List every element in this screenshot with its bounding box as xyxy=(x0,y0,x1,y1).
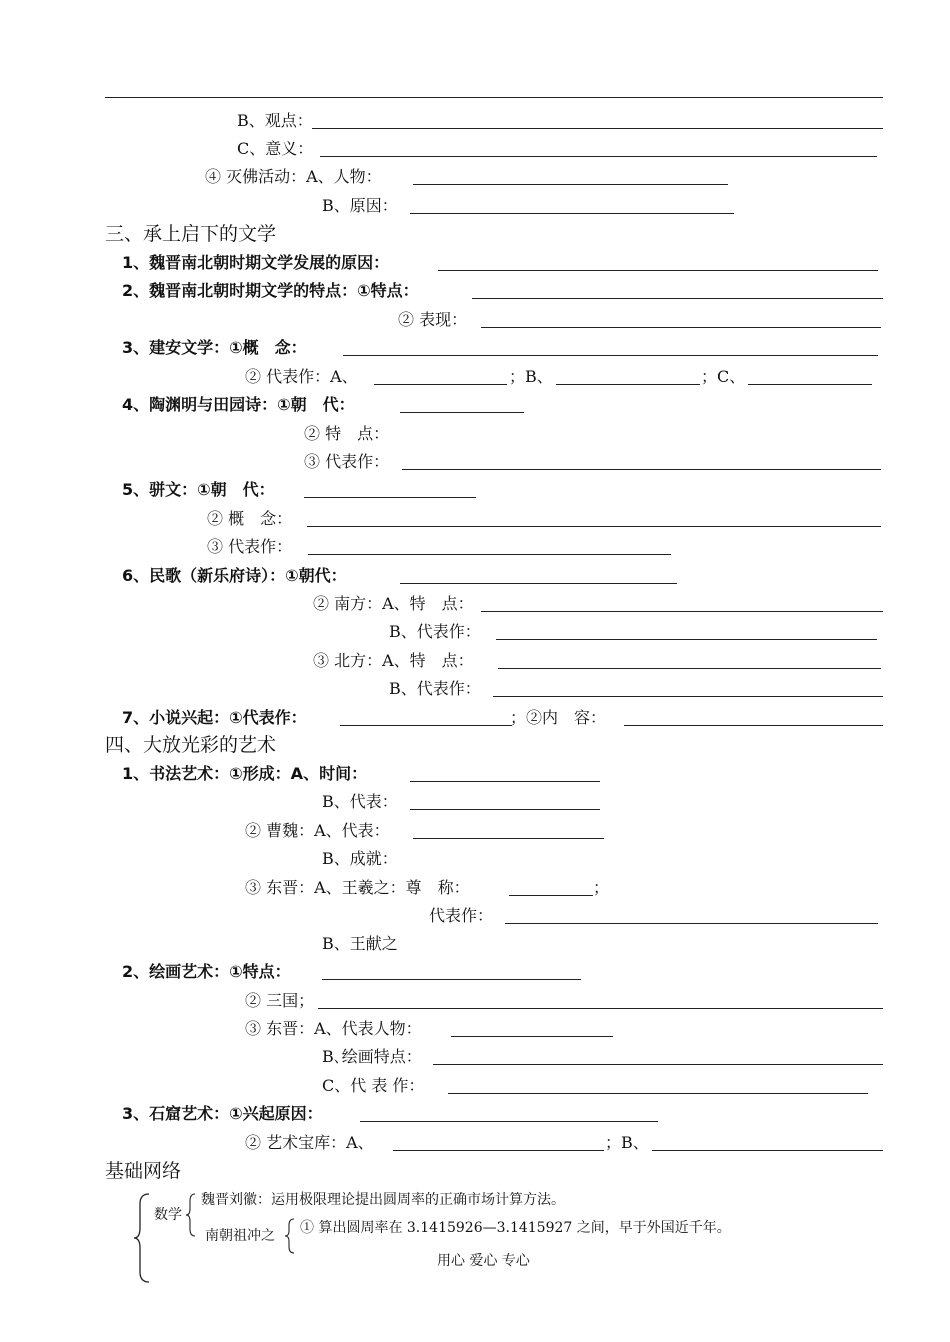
section-heading-literature: 三、承上启下的文学 xyxy=(105,223,277,245)
row-painting-features: 2、绘画艺术：①特点： xyxy=(122,962,291,981)
row-pianwen-dynasty: 5、骈文：①朝 代： xyxy=(122,480,275,499)
blank-line[interactable] xyxy=(481,611,883,612)
row-grotto-reasons: 3、石窟艺术：①兴起原因： xyxy=(122,1104,323,1123)
blank-line[interactable] xyxy=(451,1036,613,1037)
blank-line[interactable] xyxy=(410,781,600,782)
row-viewpoint: B、观点： xyxy=(237,111,313,130)
row-grotto-treasure-b: ；B、 xyxy=(605,1133,649,1152)
blank-line[interactable] xyxy=(509,895,593,896)
row-jianan-works-b: ；B、 xyxy=(509,367,553,386)
blank-line[interactable] xyxy=(448,1093,868,1094)
row-folksong-dynasty: 6、民歌（新乐府诗）：①朝代： xyxy=(122,566,347,585)
row-painting-works: C、代 表 作： xyxy=(322,1076,425,1095)
row-pianwen-works: ③ 代表作： xyxy=(207,537,293,556)
semicolon: ； xyxy=(593,878,610,897)
blank-line[interactable] xyxy=(400,412,524,413)
blank-line[interactable] xyxy=(413,838,604,839)
blank-line[interactable] xyxy=(652,1150,883,1151)
row-wangxizhi-title: ③ 东晋：A、王羲之：尊 称： xyxy=(245,878,470,897)
blank-line[interactable] xyxy=(374,384,507,385)
blank-line[interactable] xyxy=(320,156,877,157)
network-zuchongzhi: 南朝祖冲之 xyxy=(205,1228,275,1244)
blank-line[interactable] xyxy=(493,696,883,697)
row-taoyuanming-dynasty: 4、陶渊明与田园诗：①朝 代： xyxy=(122,395,355,414)
blank-line[interactable] xyxy=(308,554,671,555)
zu-brace xyxy=(285,1217,297,1257)
row-north-works: B、代表作： xyxy=(389,679,481,698)
blank-line[interactable] xyxy=(400,583,677,584)
row-pianwen-concept: ② 概 念： xyxy=(207,509,293,528)
section-heading-network: 基础网络 xyxy=(105,1160,182,1182)
blank-line[interactable] xyxy=(318,1008,883,1009)
row-taoyuanming-features: ② 特 点： xyxy=(304,424,390,443)
blank-line[interactable] xyxy=(307,526,881,527)
blank-line[interactable] xyxy=(322,979,581,980)
network-liuhui: 魏晋刘徽：运用极限理论提出圆周率的正确市场计算方法。 xyxy=(201,1192,565,1208)
outer-brace xyxy=(134,1192,154,1284)
network-math: 数学 xyxy=(154,1207,182,1223)
row-wangxizhi-works: 代表作： xyxy=(429,906,494,925)
blank-line[interactable] xyxy=(340,725,512,726)
blank-line[interactable] xyxy=(472,298,883,299)
row-south-works: B、代表作： xyxy=(389,622,481,641)
blank-line[interactable] xyxy=(556,384,700,385)
blank-line[interactable] xyxy=(481,327,881,328)
row-jianan-concept: 3、建安文学：①概 念： xyxy=(122,338,307,357)
footer-motto: 用心 爱心 专心 xyxy=(437,1253,530,1269)
row-north-features: ③ 北方：A、特 点： xyxy=(313,651,474,670)
section-heading-art: 四、大放光彩的艺术 xyxy=(105,734,277,756)
blank-line[interactable] xyxy=(393,1150,604,1151)
blank-line[interactable] xyxy=(438,270,878,271)
blank-line[interactable] xyxy=(433,1064,883,1065)
blank-line[interactable] xyxy=(498,668,881,669)
row-dongjin-painter: ③ 东晋：A、代表人物： xyxy=(245,1019,422,1038)
row-jianan-works-a: ② 代表作：A、 xyxy=(245,367,358,386)
row-south-features: ② 南方：A、特 点： xyxy=(313,594,474,613)
blank-line[interactable] xyxy=(413,184,728,185)
math-brace xyxy=(186,1192,198,1240)
network-zu-item1: ① 算出圆周率在 3.1415926—3.1415927 之间，早于外国近千年。 xyxy=(300,1220,731,1236)
header-rule xyxy=(105,97,883,98)
row-caowei-achievement: B、成就： xyxy=(322,849,398,868)
row-taoyuanming-works: ③ 代表作： xyxy=(304,452,390,471)
row-painting-style: B､绘画特点： xyxy=(322,1047,422,1066)
row-literature-reasons: 1、魏晋南北朝时期文学发展的原因： xyxy=(122,253,390,272)
row-caowei-rep: ② 曹魏：A、代表： xyxy=(245,821,390,840)
blank-line[interactable] xyxy=(360,1121,658,1122)
blank-line[interactable] xyxy=(505,923,878,924)
blank-line[interactable] xyxy=(343,355,878,356)
row-wangxianzhi: B、王献之 xyxy=(322,934,398,953)
blank-line[interactable] xyxy=(410,809,600,810)
row-calligraphy-time: 1、书法艺术：①形成：A、时间： xyxy=(122,764,368,783)
row-significance: C、意义： xyxy=(237,139,314,158)
blank-line[interactable] xyxy=(748,384,872,385)
blank-line[interactable] xyxy=(624,725,883,726)
row-jianan-works-c: ；C、 xyxy=(701,367,746,386)
blank-line[interactable] xyxy=(402,469,881,470)
row-novel-content: ；②内 容： xyxy=(510,708,607,727)
row-literature-features: 2、魏晋南北朝时期文学的特点：①特点： xyxy=(122,281,419,300)
row-calligraphy-rep: B、代表： xyxy=(322,792,398,811)
row-buddhism-reasons: B、原因： xyxy=(322,196,398,215)
blank-line[interactable] xyxy=(496,639,877,640)
blank-line[interactable] xyxy=(304,497,476,498)
row-grotto-treasure-a: ② 艺术宝库：A、 xyxy=(245,1133,374,1152)
row-novel-works: 7、小说兴起：①代表作： xyxy=(122,708,307,727)
row-buddhism-persons: ④ 灭佛活动：A、人物： xyxy=(205,167,382,186)
row-literature-expression: ② 表现： xyxy=(398,310,468,329)
blank-line[interactable] xyxy=(312,128,883,129)
row-three-kingdoms: ② 三国； xyxy=(245,991,315,1010)
blank-line[interactable] xyxy=(410,213,734,214)
